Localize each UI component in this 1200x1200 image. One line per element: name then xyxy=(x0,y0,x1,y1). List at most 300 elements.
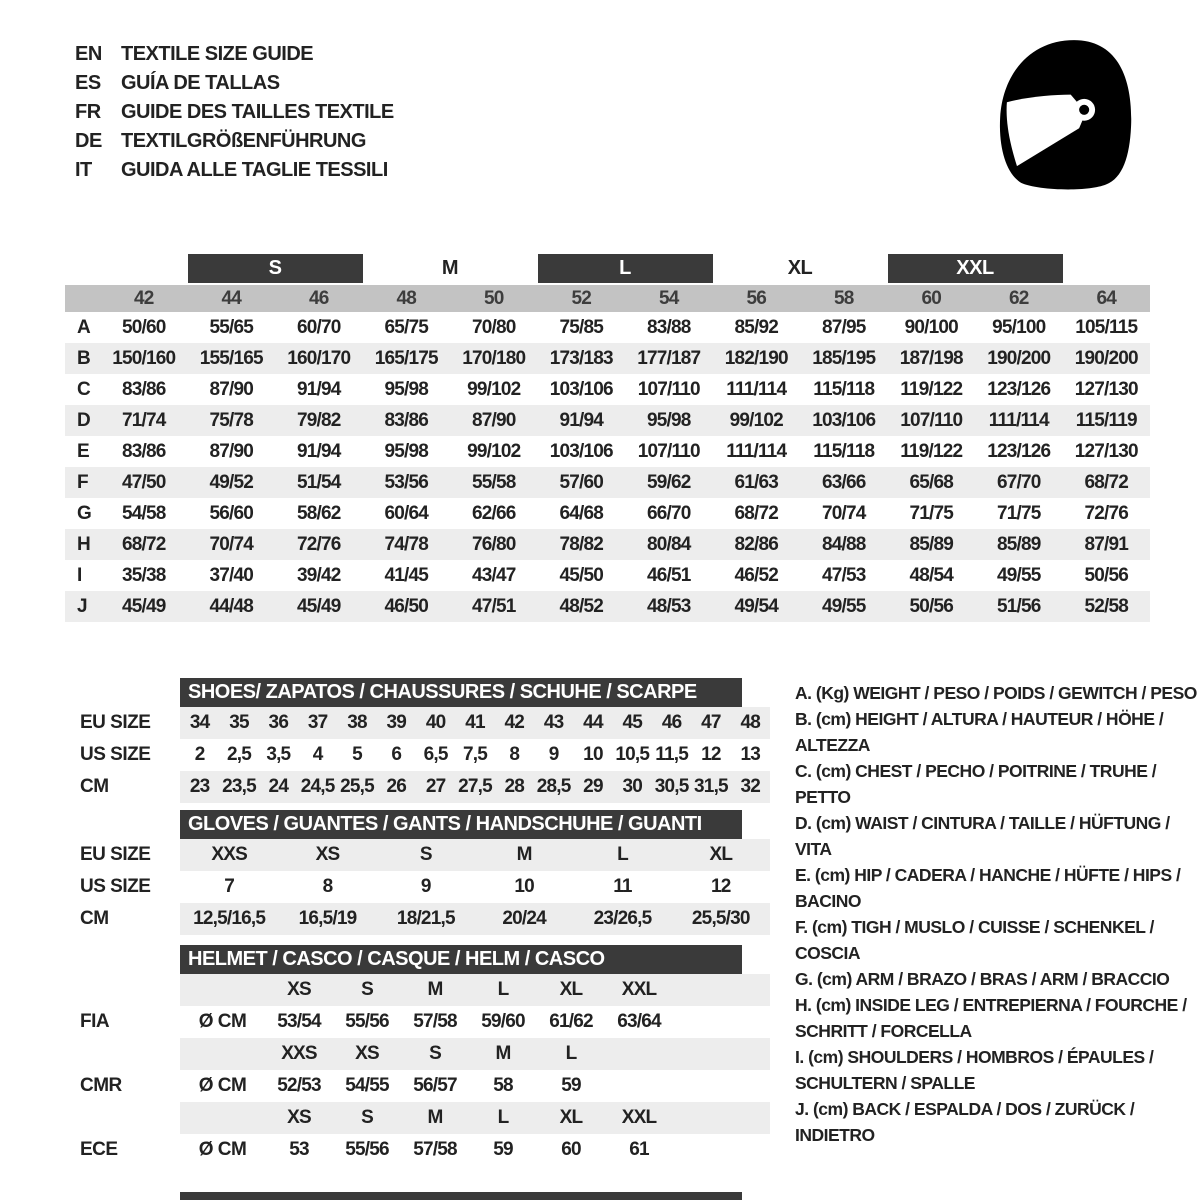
gloves-value: 16,5/19 xyxy=(298,908,357,929)
shoes-value: 27,5 xyxy=(458,776,492,797)
gloves-value: 7 xyxy=(224,876,235,897)
gloves-value: 20/24 xyxy=(502,908,546,929)
row-letter: E xyxy=(77,440,90,462)
size-value: 105/115 xyxy=(1075,316,1138,338)
size-group-l: L xyxy=(538,254,713,283)
size-value: 68/72 xyxy=(734,502,779,524)
size-value: 41/45 xyxy=(384,564,429,586)
helmet-size-label: XXS xyxy=(281,1043,317,1064)
helmet-size-label: M xyxy=(427,1107,443,1128)
helmet-size-header-row xyxy=(65,1102,775,1134)
helmet-size-label: XL xyxy=(559,1107,583,1128)
shoes-value: 23,5 xyxy=(222,776,256,797)
size-value: 190/200 xyxy=(987,347,1051,369)
helmet-size-band xyxy=(180,1038,770,1070)
size-value: 95/100 xyxy=(992,316,1046,338)
numeric-size-label: 62 xyxy=(1008,287,1029,309)
numeric-size-label: 46 xyxy=(308,287,329,309)
helmet-size-label: XS xyxy=(287,979,311,1000)
language-code: FR xyxy=(75,101,101,123)
legend-item: C. (cm) CHEST / PECHO / POITRINE / TRUHE / PETTO xyxy=(795,761,1157,807)
helmet-table xyxy=(65,974,775,1166)
size-value: 70/80 xyxy=(471,316,516,338)
size-value: 70/74 xyxy=(209,533,254,555)
legend-item: G. (cm) ARM / BRAZO / BRAS / ARM / BRACCIO xyxy=(795,969,1170,989)
size-value: 50/60 xyxy=(121,316,166,338)
row-label xyxy=(65,1038,180,1070)
row-letter: D xyxy=(77,409,91,431)
shoes-value: 25,5 xyxy=(340,776,374,797)
size-value: 107/110 xyxy=(637,378,700,400)
language-code: IT xyxy=(75,159,92,181)
shoes-value: 7,5 xyxy=(462,744,487,765)
size-value: 87/90 xyxy=(209,378,254,400)
helmet-value-band xyxy=(180,1006,770,1038)
helmet-size-band xyxy=(180,974,770,1006)
size-value: 87/95 xyxy=(821,316,866,338)
helmet-size-label: L xyxy=(497,1107,509,1128)
size-value: 91/94 xyxy=(296,378,341,400)
size-value: 111/114 xyxy=(726,440,787,462)
row-label xyxy=(65,974,180,1006)
helmet-value-row xyxy=(65,1134,775,1166)
shoes-value: 41 xyxy=(465,712,485,733)
size-group-s: S xyxy=(188,254,363,283)
language-title: TEXTILGRÖßENFÜHRUNG xyxy=(121,130,366,152)
size-number-row xyxy=(65,285,1150,312)
language-row xyxy=(75,98,394,127)
size-value: 54/58 xyxy=(121,502,166,524)
size-value: 45/49 xyxy=(121,595,166,617)
shoes-row xyxy=(65,707,775,739)
language-title-list xyxy=(75,40,394,185)
helmet-size-label: L xyxy=(497,979,509,1000)
shoes-value: 12 xyxy=(701,744,721,765)
size-table-row xyxy=(65,343,1150,374)
racing-helmet-icon xyxy=(980,28,1148,200)
shoes-value: 36 xyxy=(268,712,289,733)
size-value: 47/50 xyxy=(121,471,166,493)
helmet-value: 60 xyxy=(561,1139,581,1160)
size-value: 61/63 xyxy=(734,471,779,493)
row-letter: B xyxy=(77,347,91,369)
size-value: 63/66 xyxy=(821,471,866,493)
shoes-value: 29 xyxy=(583,776,603,797)
size-value: 53/56 xyxy=(384,471,429,493)
size-value: 182/190 xyxy=(724,347,788,369)
size-value: 103/106 xyxy=(812,409,876,431)
helmet-size-label: S xyxy=(361,979,373,1000)
size-value: 127/130 xyxy=(1074,378,1138,400)
size-value: 65/75 xyxy=(384,316,429,338)
size-value: 60/70 xyxy=(296,316,341,338)
size-value: 103/106 xyxy=(549,440,613,462)
size-value: 49/54 xyxy=(734,595,779,617)
gloves-value: 18/21,5 xyxy=(396,908,455,929)
size-value: 84/88 xyxy=(821,533,866,555)
shoes-value: 38 xyxy=(347,712,367,733)
helmet-value: 58 xyxy=(493,1075,513,1096)
language-title: GUÍA DE TALLAS xyxy=(121,72,280,94)
shoes-value: 3,5 xyxy=(266,744,291,765)
shoes-value: 45 xyxy=(622,712,643,733)
row-label xyxy=(65,1102,180,1134)
legend-item: F. (cm) TIGH / MUSLO / CUISSE / SCHENKEL / COSCIA xyxy=(795,917,1154,963)
helmet-value: 54/55 xyxy=(345,1075,389,1096)
size-value: 71/74 xyxy=(121,409,166,431)
helmet-size-label: XS xyxy=(287,1107,311,1128)
numeric-size-label: 54 xyxy=(658,287,679,309)
helmet-value: 59 xyxy=(561,1075,581,1096)
size-value: 185/195 xyxy=(812,347,876,369)
size-value: 78/82 xyxy=(559,533,604,555)
size-value: 47/51 xyxy=(471,595,516,617)
shoes-value: 27 xyxy=(425,776,446,797)
helmet-size-label: XXL xyxy=(621,1107,657,1128)
helmet-size-label: L xyxy=(565,1043,577,1064)
size-value: 99/102 xyxy=(467,378,521,400)
size-value: 87/91 xyxy=(1084,533,1129,555)
row-letter: G xyxy=(77,502,92,524)
helmet-value: 53/54 xyxy=(277,1011,321,1032)
shoes-value: 47 xyxy=(701,712,721,733)
size-value: 55/58 xyxy=(471,471,516,493)
bottom-partial-bar xyxy=(180,1192,742,1200)
size-group-xl: XL xyxy=(787,257,813,279)
helmet-value: 57/58 xyxy=(413,1139,457,1160)
size-group-row xyxy=(65,254,1150,283)
size-value: 170/180 xyxy=(462,347,526,369)
helmet-standard-label: CMR xyxy=(80,1075,122,1096)
size-value: 95/98 xyxy=(384,440,429,462)
shoes-band xyxy=(180,771,770,803)
size-value: 123/126 xyxy=(987,440,1051,462)
shoes-value: 30,5 xyxy=(654,776,689,797)
row-label: CM xyxy=(80,908,109,929)
shoes-value: 6 xyxy=(391,744,402,765)
size-value: 68/72 xyxy=(121,533,166,555)
helmet-unit: Ø CM xyxy=(198,1075,247,1096)
size-value: 62/66 xyxy=(471,502,516,524)
shoes-band xyxy=(180,707,770,739)
shoes-value: 32 xyxy=(740,776,761,797)
size-value: 87/90 xyxy=(209,440,254,462)
size-value: 160/170 xyxy=(287,347,351,369)
helmet-size-label: M xyxy=(427,979,443,1000)
size-value: 85/92 xyxy=(734,316,779,338)
size-table-row xyxy=(65,529,1150,560)
size-value: 83/88 xyxy=(646,316,691,338)
size-value: 83/86 xyxy=(121,440,166,462)
gloves-row xyxy=(65,903,775,935)
size-value: 56/60 xyxy=(209,502,254,524)
helmet-value: 53 xyxy=(289,1139,309,1160)
size-value: 155/165 xyxy=(199,347,263,369)
shoes-title-bar: SHOES/ ZAPATOS / CHAUSSURES / SCHUHE / SCARPE xyxy=(180,678,742,707)
language-row xyxy=(75,156,394,185)
size-value: 44/48 xyxy=(209,595,254,617)
legend-item: E. (cm) HIP / CADERA / HANCHE / HÜFTE / HIPS / BACINO xyxy=(795,865,1181,911)
shoes-value: 8 xyxy=(509,744,520,765)
size-value: 35/38 xyxy=(121,564,166,586)
numeric-size-label: 56 xyxy=(746,287,767,309)
row-letter: A xyxy=(77,316,91,338)
legend-item: H. (cm) INSIDE LEG / ENTREPIERNA / FOURCHE / SCHRITT / FORCELLA xyxy=(795,995,1187,1041)
helmet-size-label: M xyxy=(495,1043,511,1064)
language-title: GUIDA ALLE TAGLIE TESSILI xyxy=(121,159,388,181)
gloves-title-bar: GLOVES / GUANTES / GANTS / HANDSCHUHE / GUANTI xyxy=(180,810,742,839)
gloves-value: M xyxy=(516,844,532,865)
size-value: 107/110 xyxy=(900,409,963,431)
size-value: 99/102 xyxy=(467,440,521,462)
helmet-value: 59 xyxy=(493,1139,513,1160)
size-value: 71/75 xyxy=(996,502,1041,524)
size-value: 111/114 xyxy=(726,378,787,400)
helmet-value-row xyxy=(65,1006,775,1038)
shoes-value: 39 xyxy=(386,712,407,733)
shoes-value: 28,5 xyxy=(536,776,571,797)
size-value: 39/42 xyxy=(296,564,341,586)
gloves-value: S xyxy=(419,844,432,865)
size-value: 99/102 xyxy=(729,409,783,431)
size-group-m: M xyxy=(441,257,459,279)
size-value: 190/200 xyxy=(1074,347,1138,369)
numeric-size-label: 44 xyxy=(221,287,242,309)
numeric-size-label: 50 xyxy=(483,287,504,309)
gloves-value: 25,5/30 xyxy=(691,908,750,929)
size-value: 45/50 xyxy=(559,564,604,586)
shoes-value: 10 xyxy=(583,744,603,765)
size-value: 123/126 xyxy=(987,378,1051,400)
shoes-band xyxy=(180,739,770,771)
helmet-value-row xyxy=(65,1070,775,1102)
size-value: 82/86 xyxy=(734,533,779,555)
numeric-size-label: 60 xyxy=(921,287,942,309)
accessory-tables xyxy=(65,678,775,1166)
shoes-value: 31,5 xyxy=(694,776,728,797)
gloves-row xyxy=(65,871,775,903)
size-value: 75/85 xyxy=(559,316,604,338)
size-value: 72/76 xyxy=(296,533,341,555)
shoes-value: 10,5 xyxy=(615,744,650,765)
language-code: ES xyxy=(75,72,101,94)
language-row xyxy=(75,40,394,69)
size-value: 83/86 xyxy=(121,378,166,400)
helmet-value: 55/56 xyxy=(345,1139,389,1160)
size-value: 111/114 xyxy=(988,409,1049,431)
shoes-value: 28 xyxy=(504,776,525,797)
size-value: 51/56 xyxy=(996,595,1041,617)
shoes-value: 2,5 xyxy=(226,744,251,765)
numeric-size-label: 48 xyxy=(396,287,417,309)
gloves-value: L xyxy=(617,844,628,865)
size-table-row xyxy=(65,560,1150,591)
shoes-value: 5 xyxy=(352,744,362,765)
helmet-size-label: S xyxy=(361,1107,373,1128)
gloves-row xyxy=(65,839,775,871)
helmet-value: 63/64 xyxy=(617,1011,661,1032)
size-table-row xyxy=(65,467,1150,498)
gloves-value: 23/26,5 xyxy=(593,908,652,929)
row-letter: I xyxy=(77,564,82,586)
size-value: 49/52 xyxy=(209,471,254,493)
size-value: 48/54 xyxy=(909,564,954,586)
size-value: 72/76 xyxy=(1084,502,1129,524)
size-value: 173/183 xyxy=(549,347,613,369)
shoes-value: 11,5 xyxy=(655,744,688,765)
helmet-value: 59/60 xyxy=(481,1011,525,1032)
size-group-xxl: XXL xyxy=(888,254,1063,283)
size-value: 64/68 xyxy=(559,502,604,524)
size-table-row xyxy=(65,498,1150,529)
size-value: 60/64 xyxy=(384,502,429,524)
row-letter: F xyxy=(77,471,89,493)
helmet-unit: Ø CM xyxy=(198,1139,247,1160)
size-value: 50/56 xyxy=(1084,564,1129,586)
helmet-value: 55/56 xyxy=(345,1011,389,1032)
shoes-table xyxy=(65,707,775,803)
helmet-standard-label: FIA xyxy=(80,1011,110,1032)
size-value: 67/70 xyxy=(996,471,1041,493)
shoes-value: 44 xyxy=(583,712,603,733)
size-value: 46/51 xyxy=(646,564,691,586)
size-value: 49/55 xyxy=(996,564,1041,586)
legend-item: B. (cm) HEIGHT / ALTURA / HAUTEUR / HÖHE / ALTEZZA xyxy=(795,709,1164,755)
measurement-legend xyxy=(795,680,1197,1148)
size-table-row xyxy=(65,312,1150,343)
language-code: EN xyxy=(75,43,102,65)
size-value: 55/65 xyxy=(209,316,254,338)
helmet-size-label: XL xyxy=(559,979,583,1000)
helmet-unit: Ø CM xyxy=(198,1011,247,1032)
size-value: 59/62 xyxy=(646,471,691,493)
gloves-value: XXS xyxy=(211,844,247,865)
gloves-value: XS xyxy=(315,844,340,865)
row-label: CM xyxy=(80,776,109,797)
size-value: 83/86 xyxy=(384,409,429,431)
size-value: 119/122 xyxy=(900,440,963,462)
legend-item: D. (cm) WAIST / CINTURA / TAILLE / HÜFTUNG / VITA xyxy=(795,813,1170,859)
helmet-size-band xyxy=(180,1102,770,1134)
shoes-value: 4 xyxy=(312,744,323,765)
size-value: 177/187 xyxy=(637,347,701,369)
size-value: 90/100 xyxy=(904,316,958,338)
shoes-row xyxy=(65,739,775,771)
helmet-value: 57/58 xyxy=(413,1011,457,1032)
size-value: 103/106 xyxy=(549,378,613,400)
numeric-size-label: 42 xyxy=(133,287,154,309)
size-value: 95/98 xyxy=(384,378,429,400)
size-value: 115/119 xyxy=(1075,409,1137,431)
shoes-value: 48 xyxy=(740,712,761,733)
shoes-value: 23 xyxy=(189,776,210,797)
size-value: 91/94 xyxy=(296,440,341,462)
gloves-value: 10 xyxy=(514,876,534,897)
size-value: 52/58 xyxy=(1084,595,1129,617)
shoes-value: 24 xyxy=(268,776,289,797)
size-value: 150/160 xyxy=(112,347,176,369)
numeric-size-label: 58 xyxy=(833,287,854,309)
size-value: 80/84 xyxy=(646,533,691,555)
helmet-value-band xyxy=(180,1070,770,1102)
size-value: 85/89 xyxy=(909,533,954,555)
size-value: 187/198 xyxy=(899,347,963,369)
helmet-value: 61 xyxy=(629,1139,649,1160)
shoes-value: 6,5 xyxy=(423,744,448,765)
shoes-value: 35 xyxy=(229,712,249,733)
legend-item: I. (cm) SHOULDERS / HOMBROS / ÉPAULES / SCHULTERN / SPALLE xyxy=(795,1047,1154,1093)
gloves-band xyxy=(180,871,770,903)
helmet-value: 56/57 xyxy=(413,1075,457,1096)
helmet-size-label: S xyxy=(429,1043,441,1064)
size-value: 65/68 xyxy=(909,471,954,493)
shoes-value: 37 xyxy=(307,712,328,733)
size-value: 75/78 xyxy=(209,409,254,431)
gloves-value: 11 xyxy=(613,876,632,897)
size-value: 58/62 xyxy=(296,502,341,524)
gloves-value: 8 xyxy=(322,876,333,897)
row-label: US SIZE xyxy=(80,744,151,765)
size-table-row xyxy=(65,405,1150,436)
size-value: 76/80 xyxy=(471,533,516,555)
legend-item: A. (Kg) WEIGHT / PESO / POIDS / GEWITCH / PESO xyxy=(795,683,1197,703)
size-value: 68/72 xyxy=(1084,471,1129,493)
shoes-value: 9 xyxy=(548,744,559,765)
shoes-value: 30 xyxy=(622,776,643,797)
size-value: 91/94 xyxy=(559,409,604,431)
helmet-size-header-row xyxy=(65,974,775,1006)
row-label: EU SIZE xyxy=(80,712,151,733)
size-value: 115/118 xyxy=(813,440,875,462)
size-value: 45/49 xyxy=(296,595,341,617)
helmet-size-header-row xyxy=(65,1038,775,1070)
size-value: 46/52 xyxy=(734,564,779,586)
size-value: 115/118 xyxy=(813,378,875,400)
helmet-standard-label: ECE xyxy=(80,1139,118,1160)
size-value: 87/90 xyxy=(471,409,516,431)
size-value: 107/110 xyxy=(637,440,700,462)
numeric-size-label: 52 xyxy=(571,287,592,309)
legend-item: J. (cm) BACK / ESPALDA / DOS / ZURÜCK / INDIETRO xyxy=(795,1099,1135,1145)
helmet-size-label: XS xyxy=(355,1043,379,1064)
size-value: 165/175 xyxy=(374,347,438,369)
size-value: 127/130 xyxy=(1074,440,1138,462)
shoes-value: 2 xyxy=(194,744,205,765)
helmet-size-label: XXL xyxy=(621,979,657,1000)
shoes-value: 43 xyxy=(543,712,564,733)
size-value: 51/54 xyxy=(296,471,341,493)
size-value: 43/47 xyxy=(471,564,516,586)
size-table-row xyxy=(65,374,1150,405)
language-row xyxy=(75,127,394,156)
language-title: TEXTILE SIZE GUIDE xyxy=(121,43,314,65)
helmet-value-band xyxy=(180,1134,770,1166)
gloves-value: 9 xyxy=(420,876,431,897)
size-value: 46/50 xyxy=(384,595,429,617)
size-table-row xyxy=(65,436,1150,467)
row-letter: H xyxy=(77,533,91,555)
size-value: 47/53 xyxy=(821,564,866,586)
shoes-value: 34 xyxy=(189,712,210,733)
size-value: 74/78 xyxy=(384,533,429,555)
shoes-value: 24,5 xyxy=(300,776,335,797)
language-row xyxy=(75,69,394,98)
row-letter: J xyxy=(77,595,88,617)
row-label: EU SIZE xyxy=(80,844,151,865)
size-table-body xyxy=(65,312,1150,622)
helmet-title-bar: HELMET / CASCO / CASQUE / HELM / CASCO xyxy=(180,945,742,974)
gloves-value: 12,5/16,5 xyxy=(193,908,266,929)
